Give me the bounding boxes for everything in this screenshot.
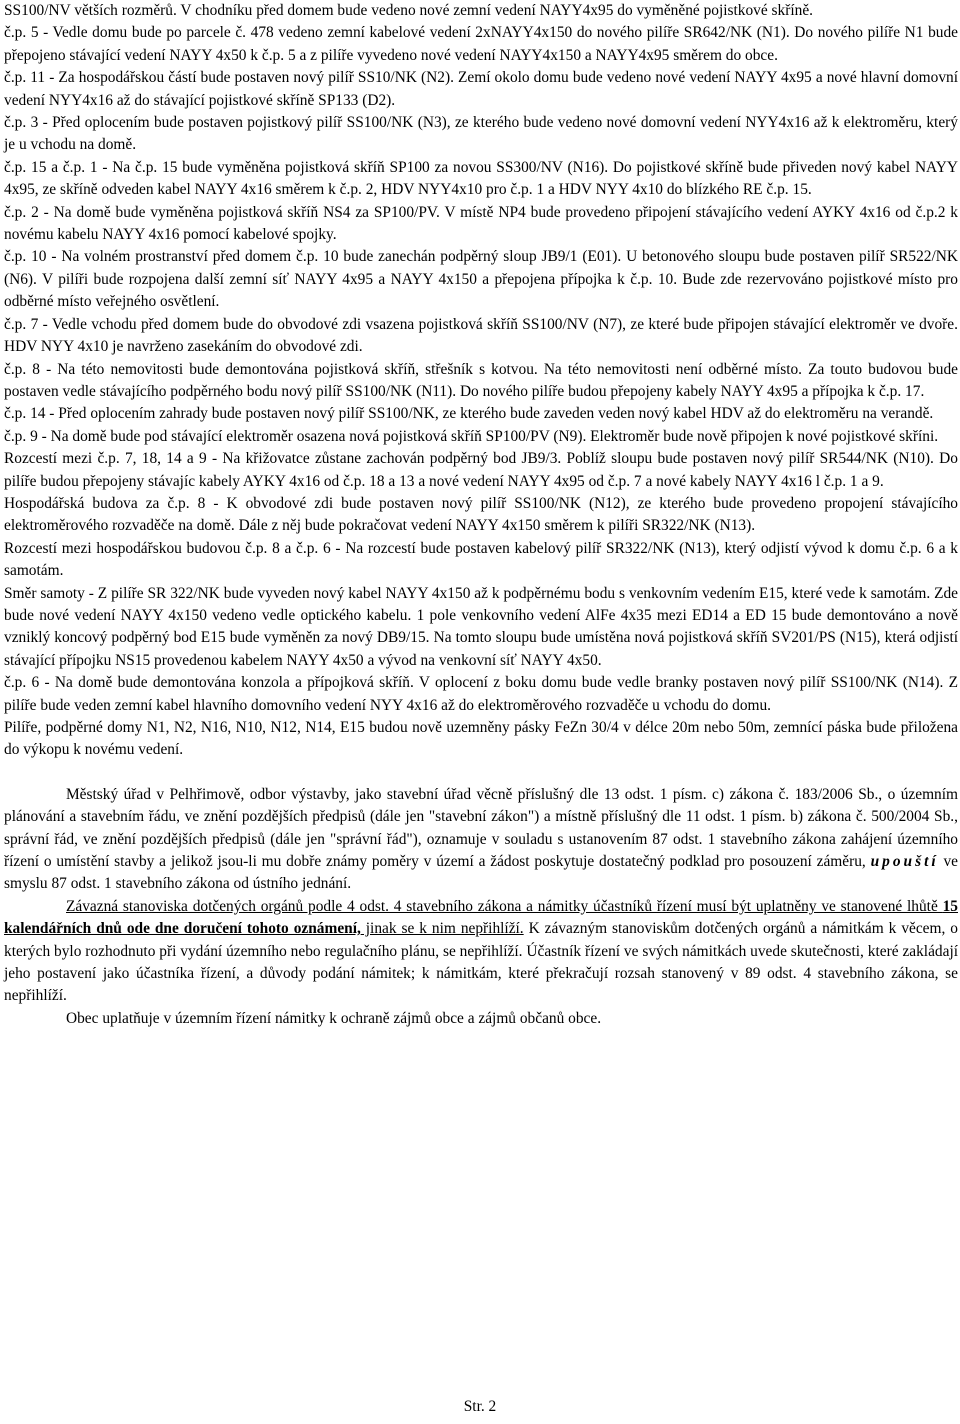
paragraph: Pilíře, podpěrné domy N1, N2, N16, N10, N12, N14, E15 budou nově uzemněny pásky FeZn 30/4 v délce 20m nebo 50m, zemnící páska bude přiložena do výkopu k novému vedení. (4, 719, 958, 759)
paragraph: Rozcestí mezi hospodářskou budovou č.p. 8 a č.p. 6 - Na rozcestí bude postaven kabelový pilíř SR322/NK (N13), který odjistí vývod k domu č.p. 6 a k samotám. (4, 539, 958, 580)
paragraph: č.p. 3 - Před oplocením bude postaven pojistkový pilíř SS100/NK (N3), ze kterého bude vedeno nové domovní vedení NYY4x16 až k elektroměru, který je u vchodu na domě. (4, 114, 958, 154)
deadline-bold: 15 kalendářních dnů ode dne doručení tohoto oznámení, (4, 897, 958, 938)
paragraph: č.p. 5 - Vedle domu bude po parcele č. 478 vedeno zemní kabelové vedení 2xNAYY4x150 do nového pilíře SR642/NK (N1). Do nového pilíře N1 bude přepojeno stávající vedení NAYY 4x50 k č.p. 5 a z pilíře vyvedeno nové vedení NAYY4x150 a NAYY4x95 směrem do obce. (4, 24, 958, 64)
paragraph: č.p. 14 - Před oplocením zahrady bude postaven nový pilíř SS100/NK, ze kterého bude zaveden veden nový kabel HDV až do elektroměru na verandě. (4, 405, 934, 423)
emphasis-upousti: upouští (870, 853, 939, 871)
paragraph: SS100/NV větších rozměrů. V chodníku před domem bude vedeno nové zemní vedení NAYY4x95 do vyměněné pojistkové skříně. (4, 2, 814, 19)
section-spacer (4, 762, 958, 784)
paragraph: č.p. 2 - Na domě bude vyměněna pojistková skříň NS4 za SP100/PV. V místě NP4 bude provedeno připojení stávajícího vedení AYKY 4x16 od č.p.2 k novému kabelu NAYY 4x16 pomocí kabelové spojky. (4, 203, 958, 244)
municipality-paragraph: Obec uplatňuje v územním řízení námitky k ochraně zájmů obce a zájmů občanů obce. (66, 1009, 602, 1027)
deadline-text-underlined: Závazná stanoviska dotčených orgánů podle 4 odst. 4 stavebního zákona a námitky účastníků řízení musí být uplatněny ve stanovené lhůtě (66, 897, 943, 915)
paragraph: Směr samoty - Z pilíře SR 322/NK bude vyveden nový kabel NAYY 4x150 až k podpěrnému bodu s venkovním vedením E15, které vede k samotám. Zde bude nové vedení NAYY 4x150 vedeno vedle optického kabelu. 1 pole venkovního vedení AlFe 4x35 mezi ED14 a ED 15 bude demontováno a nově vzniklý koncový podpěrný bod E15 bude vyměněn za nový DB9/15. Na tomto sloupu bude umístěna nová pojistková skříň SV201/PS (N15), která odjistí stávající přípojku NS15 provedenou kabelem NAYY 4x50 a vývod na venkovní síť NAYY 4x50. (4, 584, 958, 669)
paragraph: č.p. 11 - Za hospodářskou částí bude postaven nový pilíř SS10/NK (N2). Zemí okolo domu bude vedeno nové vedení NAYY 4x95 a nové hlavní domovní vedení NYY4x16 až do stávající pojistkové skříně SP133 (D2). (4, 69, 958, 109)
paragraph: č.p. 6 - Na domě bude demontována konzola a přípojková skříň. V oplocení z boku domu bude vedle branky postaven nový pilíř SS100/NK (N14). Z pilíře bude veden zemní kabel hlavního domovního vedení NYY 4x16 až do elektroměrového rozvaděče u vchodu do domu. (4, 674, 958, 714)
paragraph: Rozcestí mezi č.p. 7, 18, 14 a 9 - Na křižovatce zůstane zachován podpěrný bod JB9/3. Poblíž sloupu bude postaven nový pilíř SR544/NK (N10). Do pilíře budou přepojeny stávajíc kabely AYKY 4x16 od č.p. 18 a 13 a nové vedení NAYY 4x95 od č.p. 7 a nové kabely NAYY 4x16 l č.p. 1 a 9. (4, 450, 958, 490)
paragraph: Hospodářská budova za č.p. 8 - K obvodové zdi bude postaven nový pilíř SS100/NK (N12), ze kterého bude provedeno propojení stávajícího elektroměrového rozvaděče na domě. Dále z něj bude pokračovat vedení NAYY 4x150 směrem k pilíři SR322/NK (N13). (4, 494, 958, 535)
paragraph: č.p. 10 - Na volném prostranství před domem č.p. 10 bude zanechán podpěrný sloup JB9/1 (E01). U betonového sloupu bude postaven pilíř SR522/NK (N6). V pilíři bude rozpojena další zemní síť NAYY 4x95 a NAYY 4x150 a přepojena přípojka k č.p. 10. Bude zde rezervováno pojistkové místo pro odběrné místo veřejného osvětlení. (4, 248, 958, 311)
decision-text: Městský úřad v Pelhřimově, odbor výstavby, jako stavební úřad věcně příslušný dle 13 odst. 1 písm. c) zákona č. 183/2006 Sb., o územním plánování a stavebním řádu, ve znění pozdějších předpisů (dále jen "stavební zákon") a místně příslušný dle 11 odst. 1 písm. b) zákona č. 500/2004 Sb., správní řád, ve znění pozdějších předpisů (dále jen "správní řád"), oznamuje v souladu s ustanovením 87 odst. 1 stavebního zákona zahájení územního řízení o umístění stavby a jelikož jsou-li mu dobře známy poměry v území a žádost poskytuje dostatečný podklad pro posouzení záměru, (4, 785, 958, 871)
paragraph: č.p. 7 - Vedle vchodu před domem bude do obvodové zdi vsazena pojistková skříň SS100/NV (N7), ze které bude připojen stávající elektroměr ve dvoře. HDV NYY 4x10 je navrženo zasekáním do obvodové zdi. (4, 315, 958, 356)
deadline-rest: K závazným stanoviskům dotčených orgánů a námitkám k věcem, o kterých bylo rozhodnuto při vydání územního nebo regulačního plánu, se nepřihlíží. Účastník řízení ve svých námitkách uvede skutečnosti, které zakládají jeho postavení jako účastníka řízení, a důvody podání námitek; k námitkám, které překračují rozsah stanovený v 89 odst. 4 stavebního zákona, se nepřihlíží. (4, 920, 958, 1005)
page-number: Str. 2 (463, 1398, 497, 1415)
deadline-text-underlined-end: jinak se k nim nepřihlíží. (360, 920, 524, 938)
paragraph: č.p. 15 a č.p. 1 - Na č.p. 15 bude vyměněna pojistková skříň SP100 za novou SS300/NV (N16). Do pojistkové skříně bude přiveden nový kabel NAYY 4x95, ze skříně odveden kabel NAYY 4x16 směrem k č.p. 2, HDV NYY4x10 pro č.p. 1 a HDV NYY 4x10 do blízkého RE č.p. 15. (4, 158, 958, 199)
paragraph: č.p. 9 - Na domě bude pod stávající elektroměr osazena nová pojistková skříň SP100/PV (N9). Elektroměr bude nově připojen k nové pojistkové skříni. (4, 427, 939, 445)
paragraph: č.p. 8 - Na této nemovitosti bude demontována pojistková skříň, střešník s kotvou. Na této nemovitosti není odběrné místo. Za touto budovou bude postaven vedle stávajícího podpěrného bodu nový pilíř SS100/NK (N11). Do nového pilíře budou přepojeny kabely NAYY 4x95 a přípojka k č.p. 17. (4, 360, 958, 400)
decision-paragraph (4, 784, 958, 896)
deadline-paragraph (4, 896, 958, 1008)
decision-text-end: ve smyslu 87 odst. 1 stavebního zákona od ústního jednání. (4, 853, 958, 893)
